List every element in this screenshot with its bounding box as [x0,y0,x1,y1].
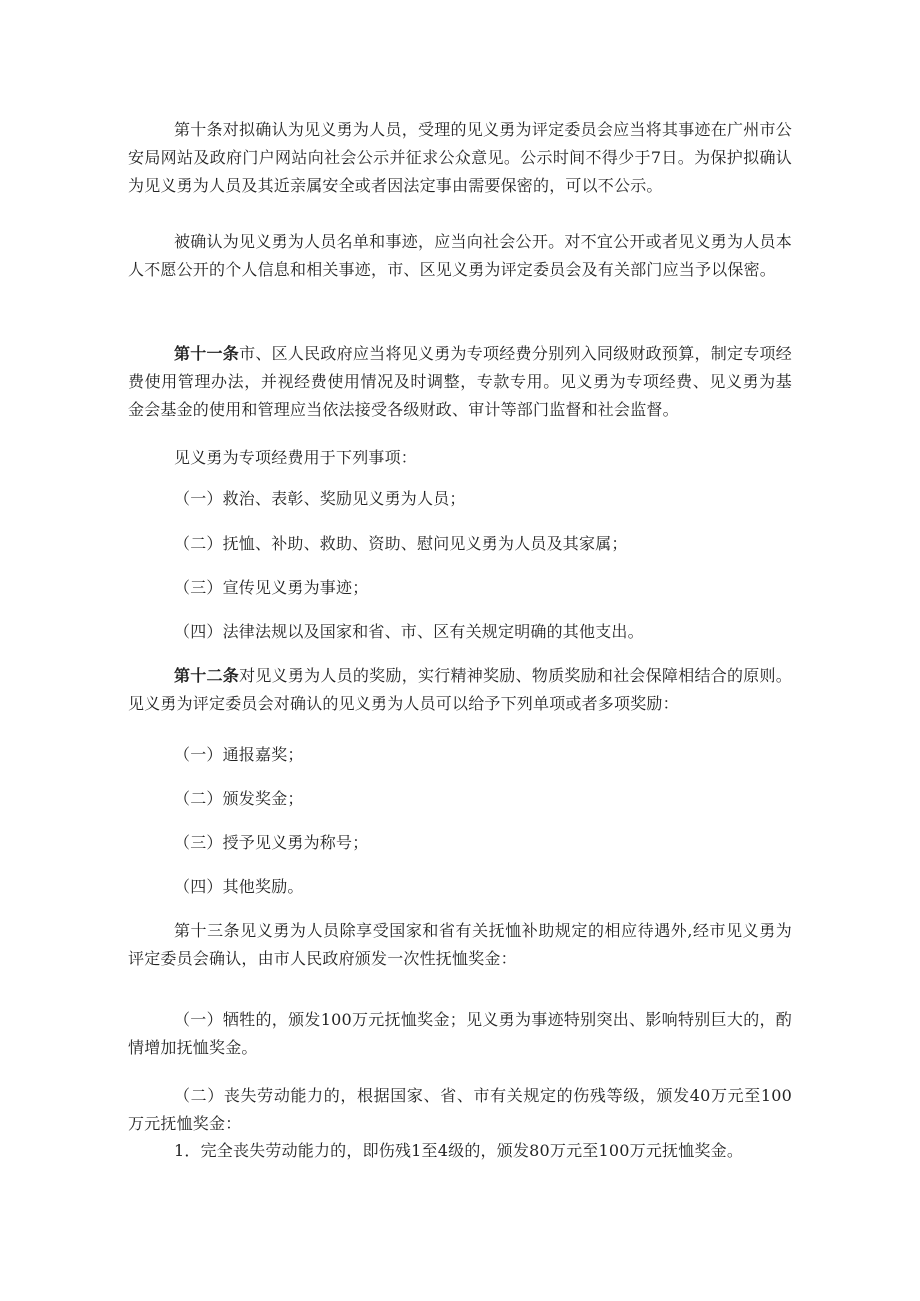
article-11-list-item: （三）宣传见义勇为事迹； [174,578,369,597]
article-12-list-item: （四）其他奖励。 [174,877,304,896]
article-12-list-item: （三）授予见义勇为称号； [174,833,369,852]
article-12-list-item: （一）通报嘉奖； [174,745,304,764]
article-13-list-item: （一）牺牲的，颁发100万元抚恤奖金；见义勇为事迹特别突出、影响特别巨大的，酌情增加抚恤奖金。 [128,1010,792,1057]
article-13-paragraph-1: 第十三条见义勇为人员除享受国家和省有关抚恤补助规定的相应待遇外,经市见义勇为评定委员会确认，由市人民政府颁发一次性抚恤奖金： [128,921,792,968]
article-11-paragraph-2: 见义勇为专项经费用于下列事项： [174,448,418,467]
article-11-paragraph-1 [128,340,792,424]
article-11-list-item: （一）救治、表彰、奖励见义勇为人员； [174,489,466,508]
article-12-paragraph-1 [128,662,792,718]
article-13-list-item: （二）丧失劳动能力的，根据国家、省、市有关规定的伤残等级，颁发40万元至100万元抚恤奖金： [128,1086,792,1133]
article-11-list-item: （二）抚恤、补助、救助、资助、慰问见义勇为人员及其家属； [174,534,628,553]
article-11-text: 市、区人民政府应当将见义勇为专项经费分别列入同级财政预算，制定专项经费使用管理办法，并视经费使用情况及时调整，专款专用。见义勇为专项经费、见义勇为基金会基金的使用和管理应当依法接受各级财政、审计等部门监督和社会监督。 [128,344,792,419]
article-12-list-item: （二）颁发奖金； [174,789,304,808]
article-10-paragraph-2: 被确认为见义勇为人员名单和事迹，应当向社会公开。对不宜公开或者见义勇为人员本人不愿公开的个人信息和相关事迹，市、区见义勇为评定委员会及有关部门应当予以保密。 [128,232,792,279]
article-11-heading: 第十一条 [174,344,240,363]
article-10-paragraph-1: 第十条对拟确认为见义勇为人员，受理的见义勇为评定委员会应当将其事迹在广州市公安局网站及政府门户网站向社会公示并征求公众意见。公示时间不得少于7日。为保护拟确认为见义勇为人员及其近亲属安全或者因法定事由需要保密的，可以不公示。 [128,120,792,195]
article-13-sub-item: 1．完全丧失劳动能力的，即伤残1至4级的，颁发80万元至100万元抚恤奖金。 [174,1141,744,1160]
article-12-text: 对见义勇为人员的奖励，实行精神奖励、物质奖励和社会保障相结合的原则。见义勇为评定委员会对确认的见义勇为人员可以给予下列单项或者多项奖励： [128,666,792,713]
article-12-heading: 第十二条 [174,666,240,685]
article-11-list-item: （四）法律法规以及国家和省、市、区有关规定明确的其他支出。 [174,622,644,641]
